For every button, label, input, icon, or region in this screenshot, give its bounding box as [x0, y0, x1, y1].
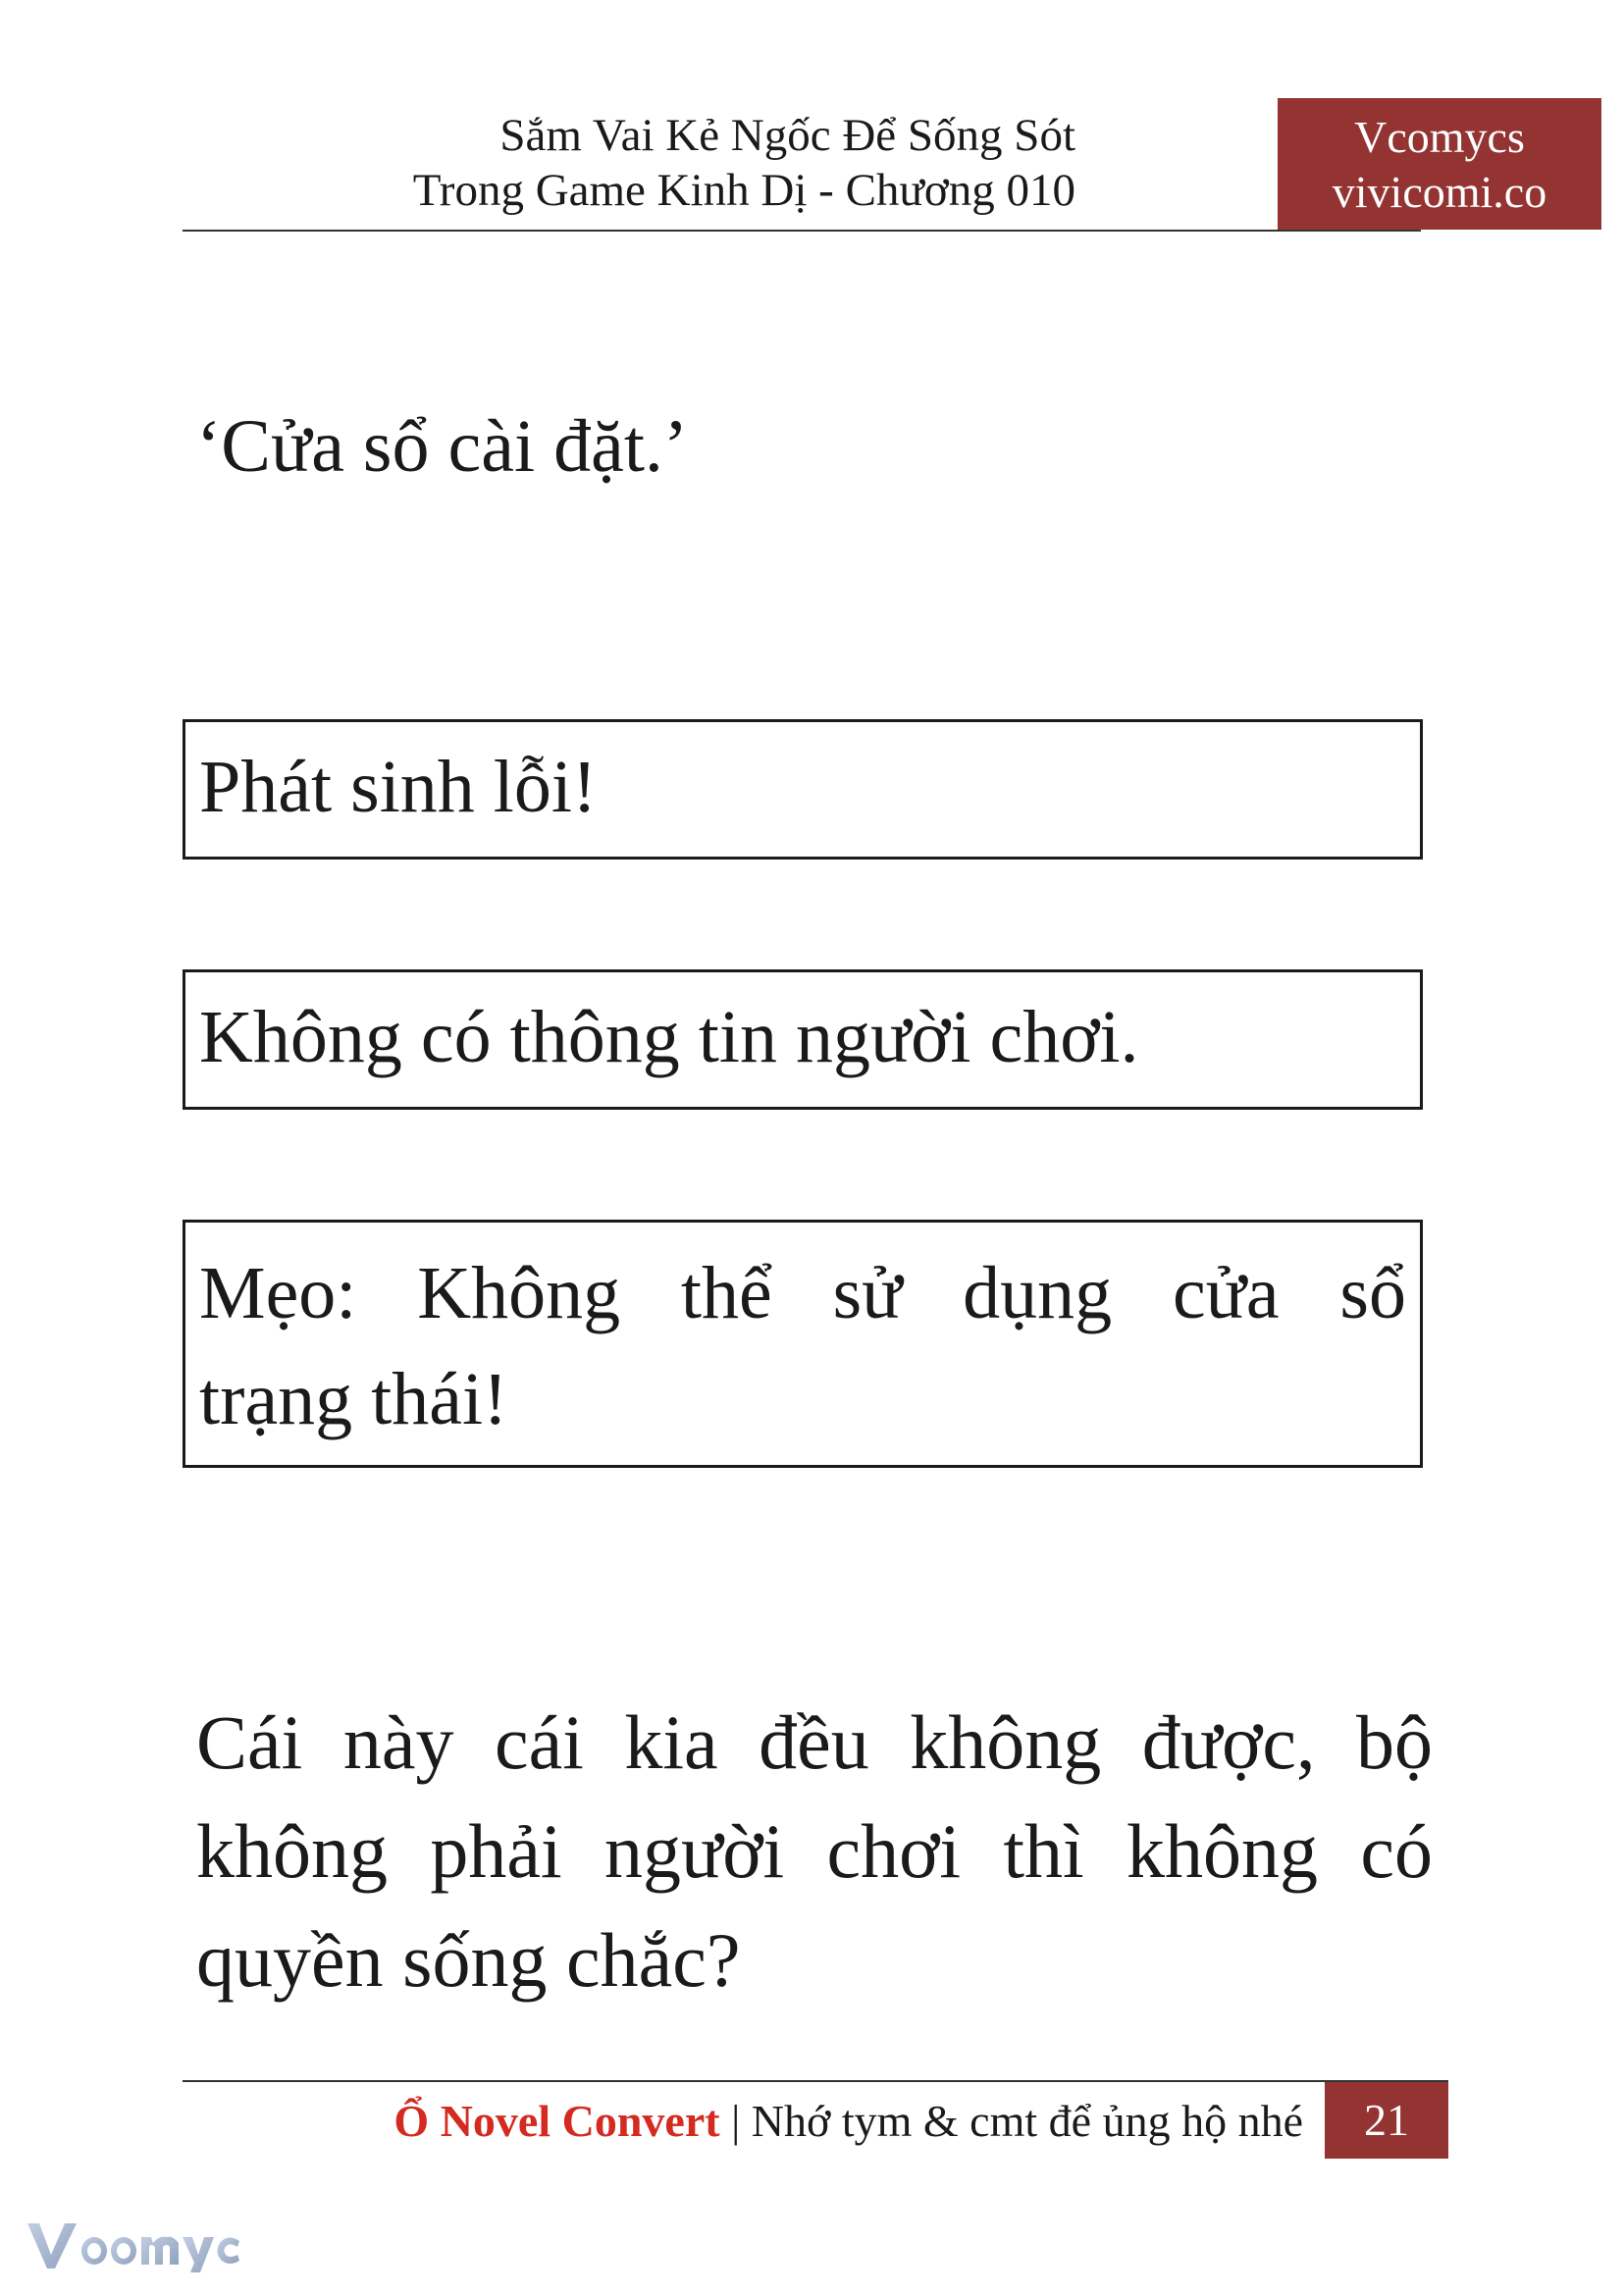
footer-text — [393, 2094, 1303, 2149]
word: phải — [430, 1808, 562, 1894]
paragraph-line1 — [196, 1688, 1433, 1797]
word: cửa — [1172, 1252, 1280, 1334]
brand-site: vivicomi.co — [1332, 167, 1547, 217]
footer-message: Nhớ tym & cmt để ủng hộ nhé — [751, 2096, 1303, 2146]
chapter-title — [413, 108, 1075, 218]
page-header — [183, 98, 1547, 232]
word: thì — [1003, 1808, 1084, 1894]
system-tip-box — [183, 1220, 1423, 1468]
word: cái — [494, 1699, 584, 1785]
chapter-title-line1: Sắm Vai Kẻ Ngốc Để Sống Sót — [499, 110, 1075, 161]
vcomycs-logo-icon — [22, 2216, 247, 2278]
brand-badge — [1278, 98, 1601, 230]
narrative-paragraph — [196, 1688, 1433, 2014]
word: bộ — [1355, 1699, 1433, 1785]
word: không — [910, 1699, 1102, 1785]
page-number: 21 — [1325, 2082, 1448, 2159]
chapter-title-line2: Trong Game Kinh Dị - Chương 010 — [412, 165, 1075, 216]
word: được, — [1141, 1699, 1316, 1785]
brand-name: Vcomycs — [1354, 112, 1525, 162]
paragraph-line2 — [196, 1797, 1433, 1905]
paragraph-line3: quyền sống chắc? — [196, 1917, 741, 2003]
word: người — [603, 1808, 785, 1894]
word: đều — [759, 1699, 869, 1785]
word: không — [196, 1808, 388, 1894]
quote-text: ‘Cửa sổ cài đặt.’ — [196, 405, 689, 488]
word: không — [1126, 1808, 1319, 1894]
word: sổ — [1339, 1252, 1406, 1334]
tip-line1 — [199, 1240, 1406, 1346]
system-message-box — [183, 969, 1423, 1110]
word: này — [342, 1699, 454, 1785]
system-message-text: Phát sinh lỗi! — [199, 746, 598, 828]
word: Không — [417, 1252, 621, 1334]
word: Cái — [196, 1699, 303, 1785]
page-footer — [183, 2080, 1448, 2159]
system-message-text: Không có thông tin người chơi. — [199, 996, 1139, 1078]
word: Mẹo: — [199, 1252, 357, 1334]
word: chơi — [826, 1808, 962, 1894]
footer-separator: | — [719, 2096, 752, 2146]
word: dụng — [963, 1252, 1113, 1334]
system-message-box — [183, 719, 1423, 860]
tip-line2: trạng thái! — [199, 1358, 508, 1440]
word: có — [1360, 1808, 1433, 1894]
word: thể — [680, 1252, 772, 1334]
word: kia — [624, 1699, 718, 1785]
footer-brand: Ổ Novel Convert — [393, 2096, 720, 2146]
word: sử — [832, 1252, 903, 1334]
